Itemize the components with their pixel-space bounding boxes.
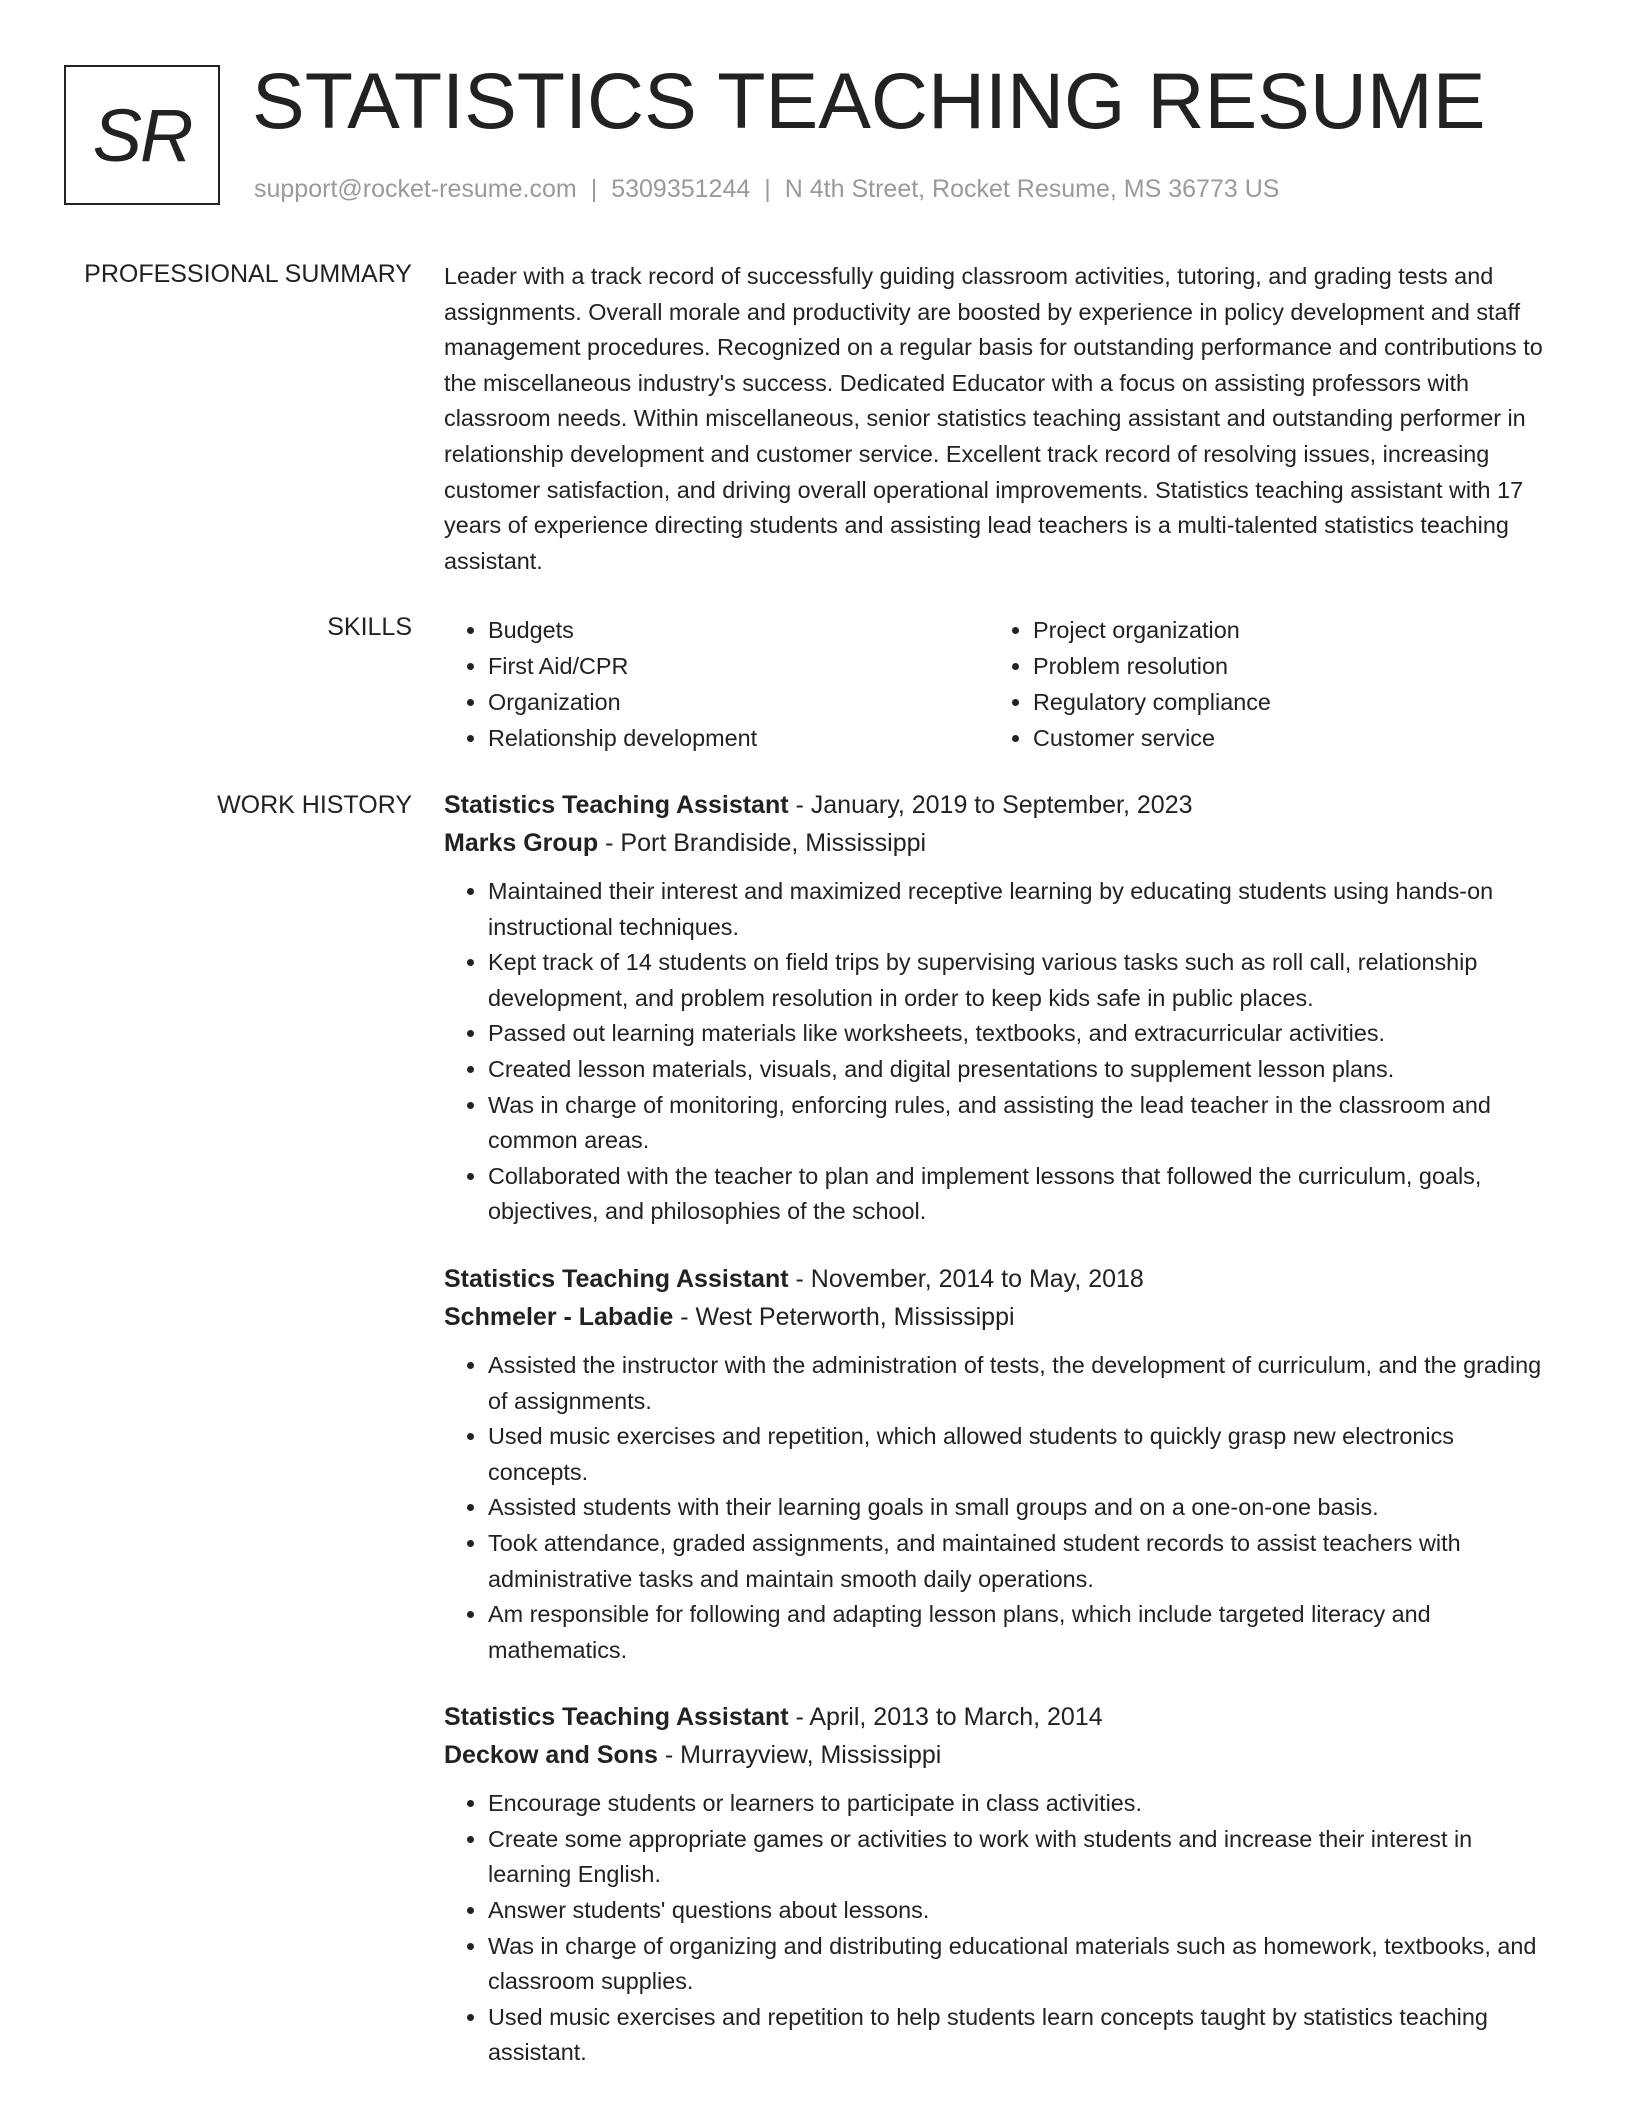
skills-grid — [444, 612, 1556, 756]
job-bullet: • Collaborated with the teacher to plan and implement lessons that followed the curriculum, goals, objectives, and philosophies of the school. — [488, 1159, 1556, 1230]
work-body — [444, 786, 1556, 2101]
summary-body — [444, 259, 1556, 579]
contact-address: N 4th Street, Rocket Resume, MS 36773 US — [784, 175, 1280, 203]
skill-item: • First Aid/CPR — [488, 648, 989, 684]
job-title-line — [444, 1698, 1556, 1736]
job-dates: - January, 2019 to September, 2023 — [788, 791, 1193, 819]
skills-body — [444, 612, 1556, 756]
skill-item: • Customer service — [1033, 720, 1534, 756]
skill-item: • Regulatory compliance — [1033, 684, 1534, 720]
contact-separator: | — [764, 175, 771, 203]
job-location: - Port Brandiside, Mississippi — [598, 829, 927, 857]
job-employer: Marks Group — [444, 829, 599, 857]
job-bullet-list — [444, 1786, 1556, 2071]
section-label-summary: PROFESSIONAL SUMMARY — [84, 260, 412, 288]
contact-line — [254, 174, 1279, 204]
job-bullet-list — [444, 1348, 1556, 1668]
job-bullet: • Assisted students with their learning goals in small groups and on a one-on-one basis. — [488, 1490, 1556, 1526]
skill-item: • Organization — [488, 684, 989, 720]
job-employer-line — [444, 1298, 1556, 1336]
job-dates: - November, 2014 to May, 2018 — [788, 1264, 1144, 1293]
job-title: Statistics Teaching Assistant — [444, 791, 789, 819]
section-label-skills: SKILLS — [327, 613, 412, 641]
section-label-work: WORK HISTORY — [217, 791, 412, 819]
job-bullet: • Am responsible for following and adapting lesson plans, which include targeted literacy and mathematics. — [488, 1597, 1556, 1668]
job-entry — [444, 786, 1556, 1230]
job-entry — [444, 1260, 1556, 1668]
contact-separator: | — [590, 175, 598, 203]
job-bullet: • Kept track of 14 students on field trips by supervising various tasks such as roll call, relationship development, and problem resolution in order to keep kids safe in public places. — [488, 945, 1556, 1016]
job-bullet: • Passed out learning materials like worksheets, textbooks, and extracurricular activities. — [488, 1016, 1556, 1052]
job-location: - West Peterworth, Mississippi — [673, 1302, 1015, 1331]
job-employer-line — [444, 824, 1556, 862]
job-title: Statistics Teaching Assistant — [444, 1703, 789, 1732]
job-location: - Murrayview, Mississippi — [657, 1741, 942, 1770]
job-dates: - April, 2013 to March, 2014 — [788, 1703, 1103, 1732]
contact-phone[interactable]: 5309351244 — [611, 175, 751, 203]
monogram-logo: SR — [64, 65, 220, 205]
job-bullet: • Was in charge of organizing and distributing educational materials such as homework, textbooks, and classroom supplies. — [488, 1929, 1556, 2000]
job-bullet: • Was in charge of monitoring, enforcing rules, and assisting the lead teacher in the classroom and common areas. — [488, 1088, 1556, 1159]
job-title-line — [444, 1260, 1556, 1298]
skill-item: • Budgets — [488, 612, 989, 648]
job-bullet: • Used music exercises and repetition to help students learn concepts taught by statistics teaching assistant. — [488, 2000, 1556, 2071]
job-bullet: • Encourage students or learners to participate in class activities. — [488, 1786, 1556, 1822]
contact-email[interactable]: support@rocket-resume.com — [254, 175, 577, 203]
job-bullet: • Used music exercises and repetition, which allowed students to quickly grasp new electronics concepts. — [488, 1419, 1556, 1490]
job-employer: Schmeler - Labadie — [444, 1302, 674, 1331]
job-entry — [444, 1698, 1556, 2071]
job-bullet: • Created lesson materials, visuals, and digital presentations to supplement lesson plans. — [488, 1052, 1556, 1088]
job-bullet: • Answer students' questions about lessons. — [488, 1893, 1556, 1929]
job-employer-line — [444, 1736, 1556, 1774]
skill-item: • Project organization — [1033, 612, 1534, 648]
job-title: Statistics Teaching Assistant — [444, 1264, 789, 1293]
job-bullet-list — [444, 874, 1556, 1230]
job-bullet: • Create some appropriate games or activities to work with students and increase their interest in learning English. — [488, 1822, 1556, 1893]
job-bullet: • Maintained their interest and maximized receptive learning by educating students using hands-on instructional techniques. — [488, 874, 1556, 945]
job-employer: Deckow and Sons — [444, 1741, 658, 1770]
skill-item: • Problem resolution — [1033, 648, 1534, 684]
summary-text: Leader with a track record of successfully guiding classroom activities, tutoring, and grading tests and assignments. Overall morale and productivity are boosted by experience in policy development and staff management procedures. Recognized on a regular basis for outstanding performance and contributions to the miscellaneous industry's success. Dedicated Educator with a focus on assisting professors with classroom needs. Within miscellaneous, senior statistics teaching assistant and outstanding performer in relationship development and customer service. Excellent track record of resolving issues, increasing customer satisfaction, and driving overall operational improvements. Statistics teaching assistant with 17 years of experience directing students and assisting lead teachers is a multi-talented statistics teaching assistant. — [444, 263, 1543, 574]
skills-column-right — [989, 612, 1534, 756]
job-bullet: • Took attendance, graded assignments, and maintained student records to assist teachers with administrative tasks and maintain smooth daily operations. — [488, 1526, 1556, 1597]
resume-title: STATISTICS TEACHING RESUME — [252, 56, 1486, 145]
skill-item: • Relationship development — [488, 720, 989, 756]
job-title-line — [444, 786, 1556, 824]
job-bullet: • Assisted the instructor with the administration of tests, the development of curriculum, and the grading of assignments. — [488, 1348, 1556, 1419]
skills-column-left — [444, 612, 989, 756]
